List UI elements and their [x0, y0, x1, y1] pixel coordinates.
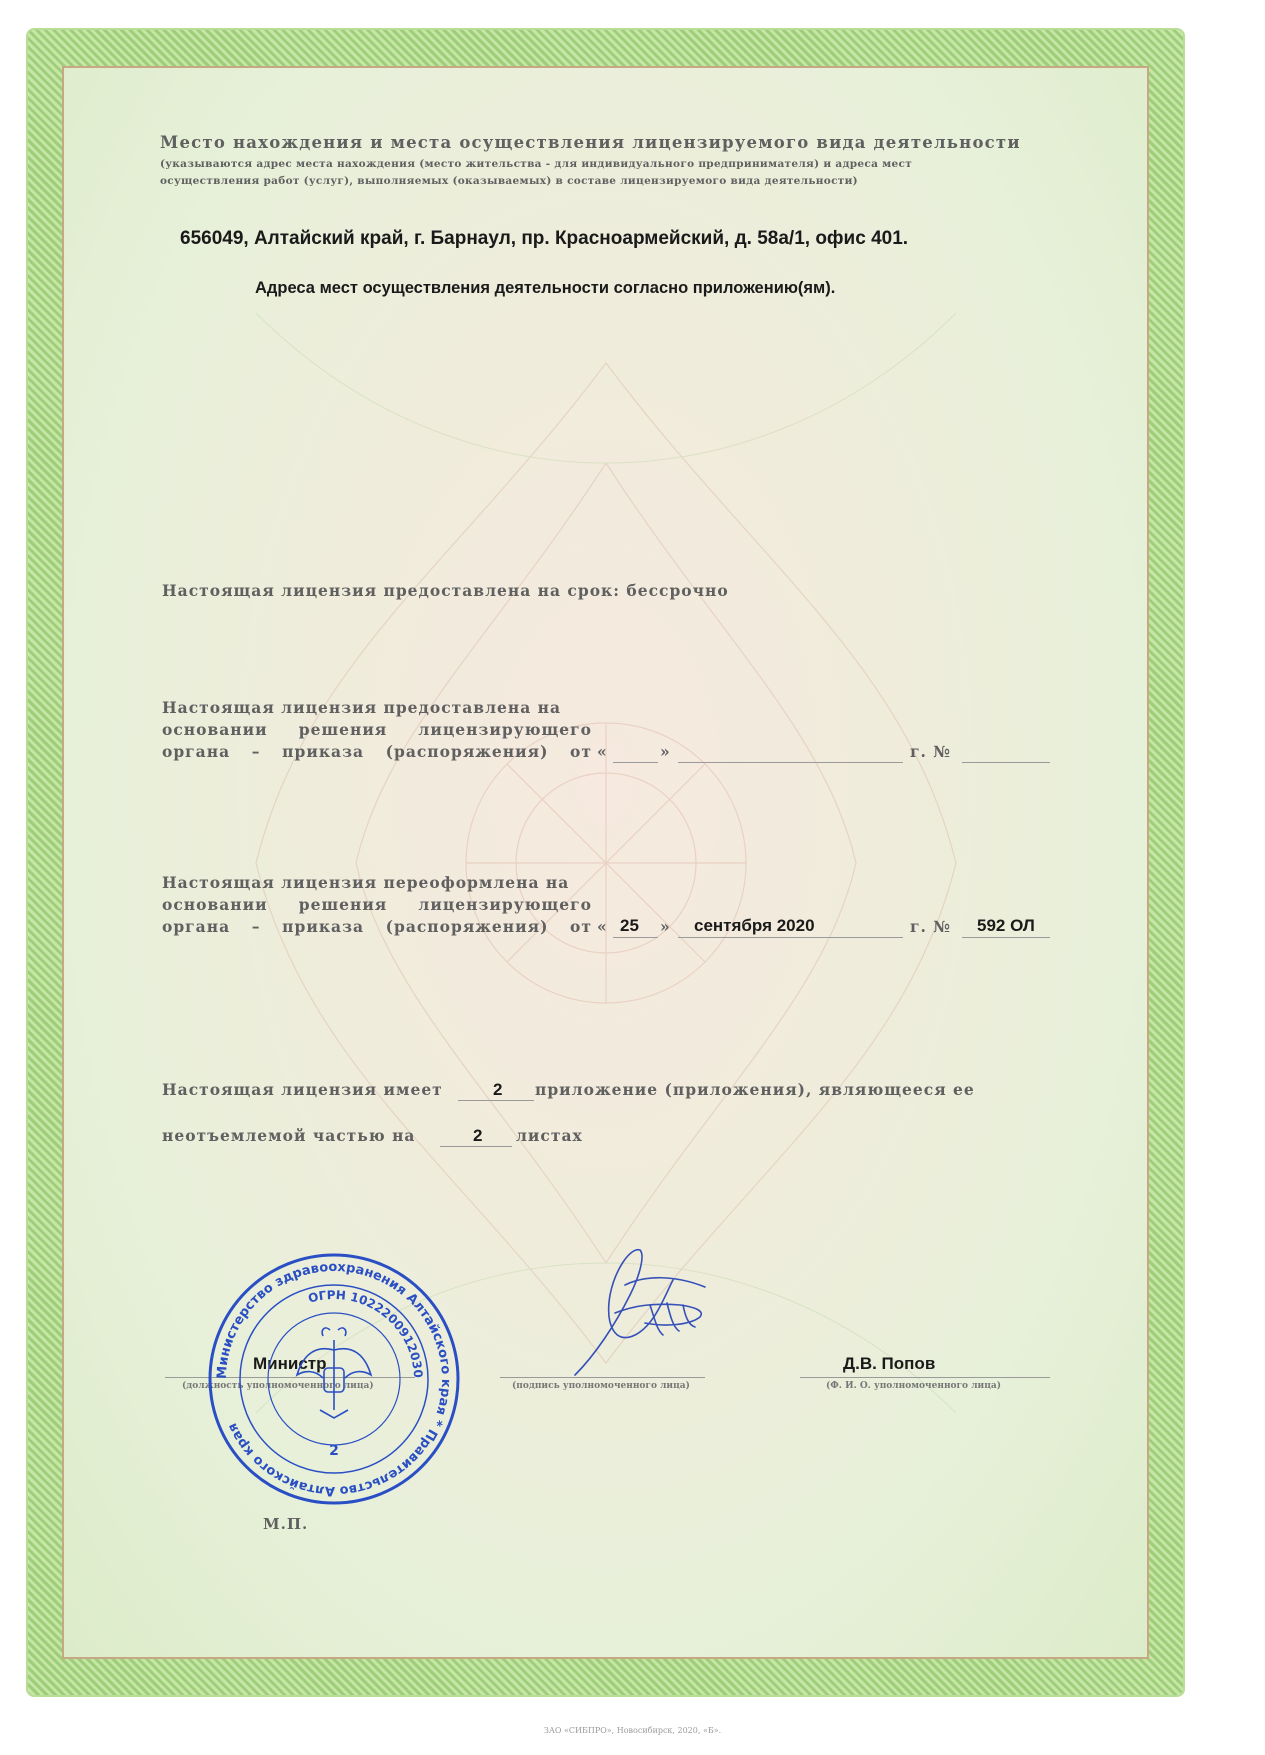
sign-caption: (подпись уполномоченного лица) [512, 1381, 690, 1391]
address-note: Адреса мест осуществления деятельности согласно приложению(ям). [255, 279, 836, 297]
granted-month-line [678, 762, 903, 763]
reissued-day: 25 [620, 916, 639, 935]
appendix-text1: Настоящая лицензия имеет [162, 1080, 443, 1099]
appendix-sheets-line [440, 1146, 512, 1147]
granted-line3: органа – приказа (распоряжения) от [162, 742, 592, 761]
appendix-count: 2 [493, 1080, 503, 1099]
reissued-number-line [962, 937, 1050, 938]
stamp-inner-text: ОГРН 1022200912030 [306, 1287, 426, 1379]
granted-day-line [613, 762, 658, 763]
position-caption: (должность уполномоченного лица) [182, 1381, 374, 1391]
address: 656049, Алтайский край, г. Барнаул, пр. Красноармейский, д. 58а/1, офис 401. [180, 228, 909, 249]
reissued-line3: органа – приказа (распоряжения) от [162, 917, 592, 936]
reissued-number: 592 ОЛ [977, 916, 1035, 935]
reissued-quote-close: » [660, 917, 671, 936]
header-note-line2: осуществления работ (услуг), выполняемых (оказываемых) в составе лицензируемого вида деятельности) [160, 175, 858, 187]
granted-number-line [962, 762, 1050, 763]
signature-position: Министр [253, 1354, 327, 1373]
eagle-emblem-icon [297, 1328, 371, 1418]
term-line [162, 581, 729, 600]
granted-line1: Настоящая лицензия предоставлена на [162, 698, 562, 717]
term-label: Настоящая лицензия предоставлена на срок: [162, 581, 620, 600]
name-line [800, 1377, 1050, 1378]
granted-quote-open: « [597, 742, 608, 761]
official-stamp [205, 1250, 463, 1508]
appendix-sheets: 2 [473, 1126, 483, 1145]
granted-quote-close: » [660, 742, 671, 761]
appendix-text2: приложение (приложения), являющееся ее [535, 1080, 975, 1099]
reissued-line2: основании решения лицензирующего [162, 895, 592, 914]
stamp-outer-text: Министерство здравоохранения Алтайского края * Правительство Алтайского края [214, 1259, 454, 1499]
stamp-number: 2 [329, 1443, 339, 1459]
granted-block [162, 697, 592, 763]
term-value: бессрочно [626, 581, 729, 600]
reissued-month-year: сентября 2020 [694, 916, 815, 935]
reissued-block [162, 872, 592, 938]
granted-line2: основании решения лицензирующего [162, 720, 592, 739]
header-title: Место нахождения и места осуществления лицензируемого вида деятельности [160, 133, 1021, 152]
reissued-line1: Настоящая лицензия переоформлена на [162, 873, 570, 892]
appendix-count-line [458, 1100, 534, 1101]
reissued-quote-open: « [597, 917, 608, 936]
reissued-year-mark: г. № [910, 917, 952, 936]
handwritten-signature-icon [555, 1235, 725, 1385]
signature-name: Д.В. Попов [843, 1354, 936, 1373]
header-note-line1: (указываются адрес места нахождения (место жительства - для индивидуального предпринимателя) и адреса мест [160, 158, 913, 170]
name-caption: (Ф. И. О. уполномоченного лица) [826, 1381, 1001, 1391]
mp-label: М.П. [263, 1515, 309, 1533]
appendix-text3: неотъемлемой частью на [162, 1126, 416, 1145]
appendix-text4: листах [516, 1126, 583, 1145]
stamp-seal-icon [205, 1250, 463, 1508]
reissued-day-line [613, 937, 658, 938]
printer-footer: ЗАО «СИБПРО», Новосибирск, 2020, «Б». [543, 1726, 722, 1735]
granted-year-mark: г. № [910, 742, 952, 761]
reissued-month-line [678, 937, 903, 938]
